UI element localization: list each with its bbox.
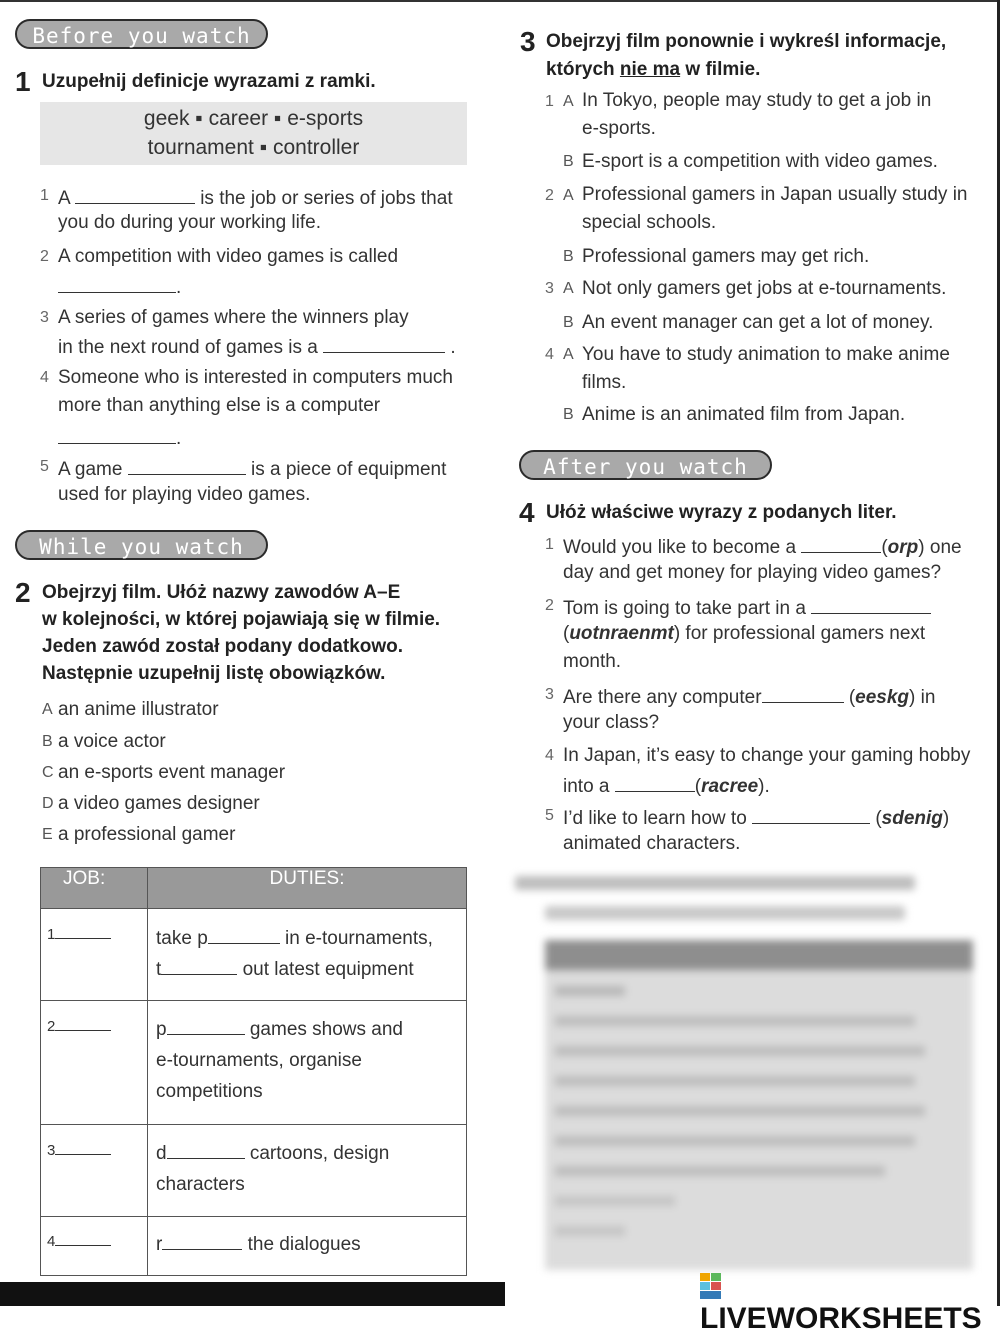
ex1-item-4-number: 4 xyxy=(40,369,49,386)
ex4-title: Ułóż właściwe wyrazy z podanych liter. xyxy=(546,502,897,523)
ex2-title-line1: Obejrzyj film. Ułóż nazwy zawodów A–E xyxy=(42,582,401,603)
duties-1-blank-b[interactable] xyxy=(161,956,237,975)
ex2-option-b-letter: B xyxy=(42,733,53,750)
duties-cell-1 xyxy=(148,909,467,1001)
job-number-3: 3 xyxy=(47,1142,56,1159)
ex1-item-5-line1 xyxy=(58,456,446,481)
ex3-item-2a-line1[interactable]: Professional gamers in Japan usually study in xyxy=(582,184,968,205)
duties-1-c: t xyxy=(156,959,162,980)
duties-4-line1 xyxy=(156,1229,466,1260)
ex3-item-4b-line1[interactable]: Anime is an animated film from Japan. xyxy=(582,404,906,425)
ex3-title-part-c: w filmie. xyxy=(680,59,761,80)
ex4-item-5-line1: I’d like to learn how to (sdenig) xyxy=(563,805,949,830)
ex4-item-3-blank[interactable] xyxy=(762,684,844,703)
ex3-item-3a-line1[interactable]: Not only gamers get jobs at e-tournaments. xyxy=(582,278,947,299)
ex2-option-b: a voice actor xyxy=(58,731,166,752)
duties-2-b: games shows and xyxy=(249,1019,404,1040)
ex1-item-3-number: 3 xyxy=(40,309,49,326)
ex4-item-4-text-c: . xyxy=(764,776,770,797)
duties-1-line2 xyxy=(156,954,466,985)
bottom-bar xyxy=(0,1282,505,1306)
word-box-line2: tournament ▪ controller xyxy=(147,136,360,159)
ex1-item-1-number: 1 xyxy=(40,187,49,204)
duties-2-line3: competitions xyxy=(156,1081,263,1102)
ex1-item-1-line2: you do during your working life. xyxy=(58,212,321,233)
ex3-title-part-a: których xyxy=(546,59,620,80)
ex1-item-4-blank[interactable] xyxy=(58,425,176,444)
duties-1-a: take p xyxy=(156,928,208,949)
job-cell-2 xyxy=(41,1001,148,1125)
duties-2-line1 xyxy=(156,1014,466,1045)
ex1-item-5-line2: used for playing video games. xyxy=(58,484,311,505)
ex4-item-2-blank[interactable] xyxy=(811,595,931,614)
duties-3-b: cartoons, design xyxy=(249,1143,390,1164)
ex3-title-underlined: nie ma xyxy=(619,59,681,80)
ex3-item-2-number: 2 xyxy=(545,187,554,204)
ex3-item-4a-line1[interactable]: You have to study animation to make anime xyxy=(582,344,950,365)
ex1-item-2-number: 2 xyxy=(40,248,49,265)
duties-2-line2: e-tournaments, organise xyxy=(156,1050,362,1071)
ex4-item-1-line2: day and get money for playing video games? xyxy=(563,562,942,583)
ex4-item-1-blank[interactable] xyxy=(801,534,881,553)
duties-3-a: d xyxy=(156,1143,167,1164)
ex3-item-4a-letter: A xyxy=(563,346,574,363)
ex4-item-4-scrambled: racree xyxy=(701,776,759,797)
liveworksheets-logo-text: LIVEWORKSHEETS xyxy=(700,1302,982,1335)
ex4-item-1-line1: Would you like to become a (orp) one xyxy=(563,534,962,559)
ex2-option-c-letter: C xyxy=(42,764,54,781)
ex4-item-4-line1: In Japan, it’s easy to change your gaming hobby xyxy=(563,745,971,766)
ex3-item-2a-letter: A xyxy=(563,187,574,204)
job-cell-3 xyxy=(41,1125,148,1217)
ex4-item-4-blank[interactable] xyxy=(615,773,695,792)
duties-cell-4 xyxy=(148,1217,467,1276)
ex1-item-4-line2: more than anything else is a computer xyxy=(58,395,381,416)
ex4-item-2-number: 2 xyxy=(545,597,554,614)
ex1-item-1-text-a: A xyxy=(58,188,70,209)
ex3-item-2a-line2[interactable]: special schools. xyxy=(582,212,717,233)
section-while-you-watch: While you watch xyxy=(15,530,268,560)
ex2-option-a-letter: A xyxy=(42,701,53,718)
duties-1-blank-a[interactable] xyxy=(208,925,280,944)
table-row xyxy=(41,1217,467,1276)
ex2-option-d: a video games designer xyxy=(58,793,260,814)
ex4-item-2-text-c: for professional gamers next xyxy=(680,623,926,644)
ex4-item-4-line2: into a (racree). xyxy=(563,773,770,798)
ex1-item-2-blank[interactable] xyxy=(58,274,176,293)
ex3-item-3a-letter: A xyxy=(563,280,574,297)
table-row xyxy=(41,1001,467,1125)
ex3-item-1a-letter: A xyxy=(563,93,574,110)
ex1-item-5-blank[interactable] xyxy=(128,456,246,475)
duties-4-blank[interactable] xyxy=(162,1231,242,1250)
duties-4-b: the dialogues xyxy=(247,1234,361,1255)
ex1-item-2-line1: A competition with video games is called xyxy=(58,246,399,267)
jobs-table xyxy=(40,867,467,1276)
ex2-title-line3: Jeden zawód został podany dodatkowo. xyxy=(42,636,404,657)
blurred-exercise-5 xyxy=(505,860,975,1280)
ex4-item-5-scrambled: sdenig xyxy=(881,808,943,829)
duties-3-line2: characters xyxy=(156,1174,245,1195)
ex1-number: 1 xyxy=(15,66,31,97)
ex2-title-line2: w kolejności, w której pojawiają się w filmie. xyxy=(42,609,441,630)
jobs-col-duties: DUTIES: xyxy=(148,868,467,909)
duties-1-b: in e-tournaments, xyxy=(285,928,433,949)
duties-4-a: r xyxy=(156,1234,163,1255)
duties-cell-3 xyxy=(148,1125,467,1217)
ex3-item-3-number: 3 xyxy=(545,280,554,297)
ex1-item-4-line1: Someone who is interested in computers much xyxy=(58,367,453,388)
ex3-title-line1: Obejrzyj film ponownie i wykreśl informacje, xyxy=(546,31,947,52)
job-cell-4 xyxy=(41,1217,148,1276)
ex4-item-3-text-a: Are there any computer xyxy=(563,687,762,708)
ex3-number: 3 xyxy=(520,26,536,57)
ex4-item-2-line3: month. xyxy=(563,651,622,672)
ex1-item-5-number: 5 xyxy=(40,458,49,475)
section-after-you-watch: After you watch xyxy=(519,450,772,480)
ex4-item-1-scrambled: orp xyxy=(887,537,919,558)
ex4-item-3-text-b: in xyxy=(915,687,936,708)
ex2-option-e: a professional gamer xyxy=(58,824,236,845)
duties-1-line1 xyxy=(156,923,466,954)
job-number-2: 2 xyxy=(47,1018,56,1035)
ex3-item-2b-line1[interactable]: Professional gamers may get rich. xyxy=(582,246,870,267)
ex2-title-line4: Następnie uzupełnij listę obowiązków. xyxy=(42,663,386,684)
ex1-item-1-line1 xyxy=(58,185,453,210)
ex1-item-3-text-b: in the next round of games is a xyxy=(58,337,318,358)
ex3-item-1b-letter: B xyxy=(563,153,574,170)
ex4-item-4-text-b: into a xyxy=(563,776,610,797)
duties-cell-2 xyxy=(148,1001,467,1125)
ex2-number: 2 xyxy=(15,577,31,608)
ex1-item-4-end: . xyxy=(176,428,182,449)
ex4-number: 4 xyxy=(519,497,535,528)
table-row xyxy=(41,1125,467,1217)
jobs-col-job: JOB: xyxy=(41,868,148,909)
ex4-item-2-line2: (uotnraenmt) for professional gamers next xyxy=(563,623,926,644)
duties-1-d: out latest equipment xyxy=(242,959,414,980)
ex4-item-5-line2: animated characters. xyxy=(563,833,741,854)
word-box-line1: geek ▪ career ▪ e-sports xyxy=(143,107,364,130)
ex4-item-2-scrambled: uotnraenmt xyxy=(569,623,674,644)
ex3-item-3b-line1[interactable]: An event manager can get a lot of money. xyxy=(582,312,934,333)
duties-3-blank[interactable] xyxy=(167,1140,245,1159)
ex3-item-4a-line2[interactable]: films. xyxy=(582,372,627,393)
ex3-item-2b-letter: B xyxy=(563,248,574,265)
job-cell-1 xyxy=(41,909,148,1001)
job-number-4: 4 xyxy=(47,1233,56,1250)
ex2-option-d-letter: D xyxy=(42,795,54,812)
ex1-item-3-line1: A series of games where the winners play xyxy=(58,307,409,328)
duties-2-a: p xyxy=(156,1019,167,1040)
ex2-option-a: an anime illustrator xyxy=(58,699,219,720)
job-blank-4[interactable] xyxy=(55,1231,111,1246)
ex4-item-1-text-b: one xyxy=(924,537,962,558)
ex4-item-1-text-a: Would you like to become a xyxy=(563,537,797,558)
ex1-item-3-blank[interactable] xyxy=(323,334,445,353)
ex4-item-5-number: 5 xyxy=(545,807,554,824)
ex1-item-3-line2 xyxy=(58,334,456,359)
ex1-item-3-end: . xyxy=(450,337,456,358)
ex3-item-1b-line1[interactable]: E-sport is a competition with video games. xyxy=(582,151,938,172)
duties-3-line1 xyxy=(156,1138,466,1169)
top-edge xyxy=(0,0,1000,2)
ex3-item-1a-line2[interactable]: e-sports. xyxy=(582,118,656,139)
job-blank-2[interactable] xyxy=(55,1016,111,1031)
ex4-item-5-text-a: I’d like to learn how to xyxy=(563,808,747,829)
jobs-table-header xyxy=(41,868,467,909)
ex1-item-5-text-a: A game xyxy=(58,459,123,480)
duties-2-blank[interactable] xyxy=(167,1016,245,1035)
ex4-item-3-number: 3 xyxy=(545,686,554,703)
ex3-item-1a-line1[interactable]: In Tokyo, people may study to get a job in xyxy=(582,90,932,111)
ex1-item-1-blank[interactable] xyxy=(75,185,195,204)
table-row xyxy=(41,909,467,1001)
ex2-option-c: an e-sports event manager xyxy=(58,762,286,783)
ex3-item-3b-letter: B xyxy=(563,314,574,331)
job-blank-3[interactable] xyxy=(55,1140,111,1155)
ex1-item-4-line3 xyxy=(58,425,181,450)
ex2-option-e-letter: E xyxy=(42,826,53,843)
ex4-item-1-number: 1 xyxy=(545,536,554,553)
liveworksheets-logo xyxy=(700,1268,1000,1336)
ex1-item-5-text-b: is a piece of equipment xyxy=(251,459,447,480)
ex3-title-line2 xyxy=(546,56,760,83)
job-number-1: 1 xyxy=(47,926,56,943)
ex1-item-2-line2 xyxy=(58,274,181,299)
ex1-item-2-end: . xyxy=(176,277,182,298)
ex4-item-3-scrambled: eeskg xyxy=(855,687,910,708)
job-blank-1[interactable] xyxy=(55,924,111,939)
ex3-item-1-number: 1 xyxy=(545,93,554,110)
ex4-item-5-blank[interactable] xyxy=(752,805,870,824)
ex4-item-2-line1 xyxy=(563,595,931,620)
ex4-item-2-text-a: Tom is going to take part in a xyxy=(563,598,806,619)
ex1-item-1-text-b: is the job or series of jobs that xyxy=(200,188,453,209)
section-before-you-watch: Before you watch xyxy=(15,19,268,49)
ex3-item-4b-letter: B xyxy=(563,406,574,423)
ex3-item-4-number: 4 xyxy=(545,346,554,363)
ex4-item-3-line1: Are there any computer (eeskg) in xyxy=(563,684,935,709)
ex1-title: Uzupełnij definicje wyrazami z ramki. xyxy=(42,71,376,92)
liveworksheets-logo-icon xyxy=(700,1273,722,1299)
ex4-item-3-line2: your class? xyxy=(563,712,660,733)
ex4-item-4-number: 4 xyxy=(545,747,554,764)
